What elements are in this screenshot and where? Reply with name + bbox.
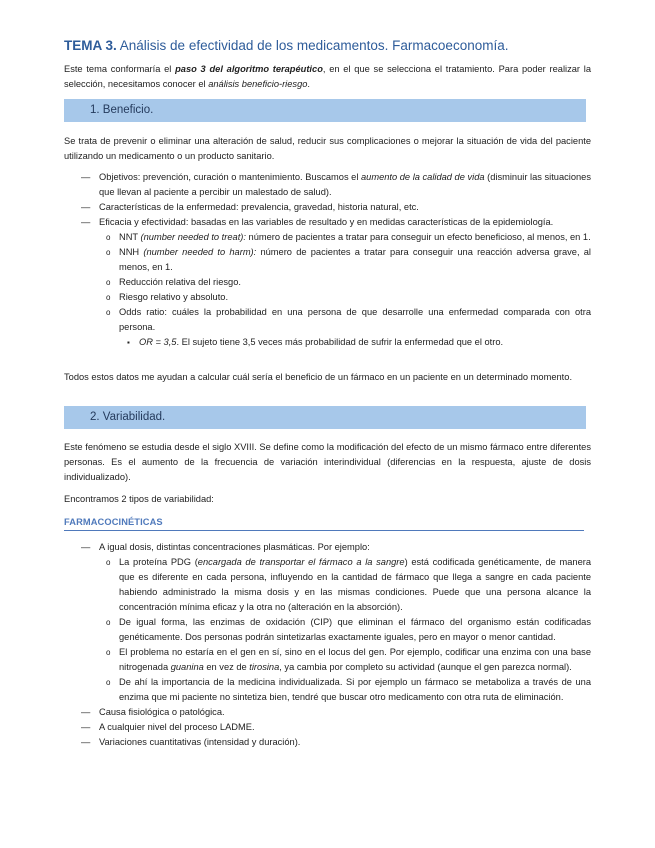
intro-text-2: , en el que se selecciona el tratamiento. Para poder realizar la selección, necesitamos conocer el xyxy=(64,64,591,89)
pdg-emphasis: encargada de transportar el fármaco a la sangre xyxy=(197,557,405,567)
nnt-label: NNT xyxy=(119,232,141,242)
nnh-text: número de pacientes a tratar para conseguir una reacción adversa grave, al menos, en 1. xyxy=(119,247,591,272)
objetivos-emphasis: aumento de la calidad de vida xyxy=(361,172,485,182)
nnt-definition: (number needed to treat): xyxy=(140,232,246,242)
tema-label: TEMA 3. xyxy=(64,38,117,53)
tipos-paragraph: Encontramos 2 tipos de variabilidad: xyxy=(64,494,214,504)
gen-text-3: , ya cambia por completo su actividad (aunque el gen parezca normal). xyxy=(279,662,572,672)
beneficio-list xyxy=(64,170,591,350)
list-item-nnh xyxy=(64,245,591,275)
list-item-nnt xyxy=(64,230,591,245)
pdg-text-2: ) está codificada genéticamente, de manera que es diferente en cada persona, influyendo en la cantidad de fármaco que llega a sangre en cada paciente habiendo administrado la misma dosis y en las mismas condiciones. Puede que una persona alcance la concentración mínima eficaz y la otra no (alteración en la absorción). xyxy=(119,557,592,612)
odds-sublist xyxy=(64,335,591,350)
list-item-ladme: — A cualquier nivel del proceso LADME. xyxy=(64,720,591,735)
or-value: OR = 3,5 xyxy=(139,337,177,347)
list-item-variaciones: — Variaciones cuantitativas (intensidad y duración). xyxy=(64,735,591,750)
nnt-text: número de pacientes a tratar para conseguir un efecto beneficioso, al menos, en 1. xyxy=(245,232,591,242)
beneficio-closing-paragraph: Todos estos datos me ayudan a calcular cuál sería el beneficio de un fármaco en un paciente en un determinado momento. xyxy=(64,372,573,382)
list-item-eficacia xyxy=(64,215,591,350)
tema-title: Análisis de efectividad de los medicamentos. Farmacoeconomía. xyxy=(119,38,509,53)
pdg-text-1: La proteína PDG ( xyxy=(119,557,198,567)
odds-text: Odds ratio: cuáles la probabilidad en una persona de que desarrolle una enfermedad comparada con otra persona. xyxy=(119,307,591,332)
list-item-or-example xyxy=(64,335,591,350)
list-item-objetivos xyxy=(64,170,591,200)
list-item-reduccion: o Reducción relativa del riesgo. xyxy=(64,275,591,290)
objetivos-text-2: (disminuir las situaciones que llevan al paciente a percibir un malestado de salud). xyxy=(99,172,591,197)
intro-emphasis-paso: paso 3 del algoritmo terapéutico xyxy=(175,64,323,74)
subheading-rule xyxy=(64,530,584,531)
list-item-igual-dosis xyxy=(64,540,591,705)
gen-guanina: guanina xyxy=(170,662,204,672)
list-item-gen xyxy=(64,645,591,675)
section-heading-bar-beneficio xyxy=(64,99,586,122)
eficacia-text: Eficacia y efectividad: basadas en las variables de resultado y en medidas características de la epidemiología. xyxy=(99,217,554,227)
list-item-cip: o De igual forma, las enzimas de oxidación (CIP) que eliminan el fármaco del organismo están codificadas genéticamente. Dos personas podrán sintetizarlas exactamente iguales, pero en mayor o menor cantidad. xyxy=(64,615,591,645)
list-item-caracteristicas: — Características de la enfermedad: prevalencia, gravedad, historia natural, etc. xyxy=(64,200,591,215)
igual-dosis-sublist xyxy=(64,555,591,705)
list-item-medicina: o De ahí la importancia de la medicina individualizada. Si por ejemplo un fármaco se metaboliza a través de una enzima que mi paciente no sintetiza bien, tendré que buscar otro medicamento con otra ruta de eliminación. xyxy=(64,675,591,705)
intro-paragraph xyxy=(64,62,591,92)
variabilidad-list xyxy=(64,540,591,750)
section-heading-variabilidad: 2. Variabilidad. xyxy=(90,411,166,423)
list-item-pdg xyxy=(64,555,591,615)
intro-text-1: Este tema conformaría el xyxy=(64,64,176,74)
subheading-farmacocineticas: FARMACOCINÉTICAS xyxy=(64,517,163,527)
section-heading-beneficio: 1. Beneficio. xyxy=(90,104,154,116)
list-item-causa: — Causa fisiológica o patológica. xyxy=(64,705,591,720)
objetivos-text-1: Objetivos: prevención, curación o mantenimiento. Buscamos el xyxy=(99,172,361,182)
or-text: . El sujeto tiene 3,5 veces más probabilidad de sufrir la enfermedad que el otro. xyxy=(176,337,504,347)
list-item-riesgo: o Riesgo relativo y absoluto. xyxy=(64,290,591,305)
document-title xyxy=(64,38,508,53)
gen-tirosina: tirosina xyxy=(249,662,280,672)
beneficio-paragraph: Se trata de prevenir o eliminar una alteración de salud, reducir sus complicaciones o mejorar la situación de vida del paciente utilizando un medicamento o un producto sanitario. xyxy=(64,136,591,161)
nnh-definition: (number needed to harm): xyxy=(143,247,257,257)
section-heading-bar-variabilidad xyxy=(64,406,586,429)
eficacia-sublist xyxy=(64,230,591,350)
gen-text-1: El problema no estaría en el gen en sí, sino en el locus del gen. Por ejemplo, codificar una enzima con una base nitrogenada xyxy=(119,647,591,672)
nnh-label: NNH xyxy=(119,247,144,257)
intro-text-3: . xyxy=(307,79,311,89)
list-item-odds xyxy=(64,305,591,350)
intro-emphasis-analisis: análisis beneficio-riesgo xyxy=(208,79,308,89)
variabilidad-paragraph: Este fenómeno se estudia desde el siglo XVIII. Se define como la modificación del efecto de un mismo fármaco entre diferentes personas. Es el aumento de la frecuencia de variación interindividual (diferencias en la respuesta, ajuste de dosis individualizado). xyxy=(64,442,591,482)
gen-text-2: en vez de xyxy=(203,662,250,672)
igual-dosis-text: A igual dosis, distintas concentraciones plasmáticas. Por ejemplo: xyxy=(99,542,370,552)
